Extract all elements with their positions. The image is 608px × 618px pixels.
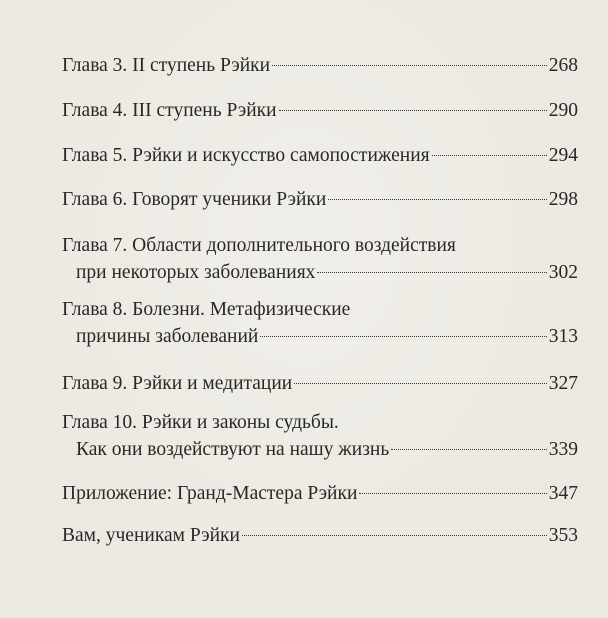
toc-line xyxy=(62,480,578,507)
dot-leader xyxy=(432,155,547,156)
dot-leader xyxy=(317,272,546,273)
toc-entry-chapter-5 xyxy=(62,142,578,169)
toc-line xyxy=(62,436,578,463)
toc-entry-title: Глава 3. II ступень Рэйки xyxy=(62,55,271,76)
toc-entry-title: Глава 9. Рэйки и медитации xyxy=(62,373,293,394)
dot-leader xyxy=(294,383,547,384)
toc-entry-chapter-9 xyxy=(62,370,578,397)
toc-line xyxy=(62,296,578,323)
toc-line xyxy=(62,97,578,124)
dot-leader xyxy=(242,535,547,536)
toc-entry-title: Глава 10. Рэйки и законы судьбы. xyxy=(62,412,339,433)
toc-entry-title: Глава 7. Области дополнительного воздействия xyxy=(62,235,456,256)
toc-entry-title: Глава 4. III ступень Рэйки xyxy=(62,100,277,121)
toc-entry-title-continued: причины заболеваний xyxy=(76,326,259,347)
dot-leader xyxy=(279,110,547,111)
toc-entry-title: Глава 5. Рэйки и искусство самопостижения xyxy=(62,145,430,166)
toc-line xyxy=(62,409,578,436)
toc-page-number: 298 xyxy=(548,189,578,210)
toc-line xyxy=(62,323,578,350)
toc-page-number: 353 xyxy=(548,525,578,546)
toc-entry-chapter-8 xyxy=(62,296,578,350)
toc-entry-title: Глава 8. Болезни. Метафизические xyxy=(62,299,351,320)
toc-entry-chapter-7 xyxy=(62,232,578,286)
toc-page-number: 294 xyxy=(548,145,578,166)
dot-leader xyxy=(359,493,546,494)
toc-line xyxy=(62,52,578,79)
toc-entry-appendix xyxy=(62,480,578,507)
toc-entry-chapter-4 xyxy=(62,97,578,124)
dot-leader xyxy=(272,65,547,66)
toc-page-number: 290 xyxy=(548,100,578,121)
toc-page-number: 347 xyxy=(548,483,578,504)
toc-entry-chapter-3 xyxy=(62,52,578,79)
toc-page-number: 302 xyxy=(548,262,578,283)
toc-entry-title: Вам, ученикам Рэйки xyxy=(62,525,240,546)
dot-leader xyxy=(260,336,546,337)
toc-line xyxy=(62,232,578,259)
toc-page-number: 339 xyxy=(548,439,578,460)
toc-entry-title-continued: Как они воздействуют на нашу жизнь xyxy=(76,439,390,460)
toc-entry-title: Глава 6. Говорят ученики Рэйки xyxy=(62,189,327,210)
toc-line xyxy=(62,186,578,213)
dot-leader xyxy=(391,449,547,450)
toc-line xyxy=(62,142,578,169)
toc-page-number: 268 xyxy=(548,55,578,76)
toc-page-number: 327 xyxy=(548,373,578,394)
toc-entry-chapter-10 xyxy=(62,409,578,463)
toc-page-number: 313 xyxy=(548,326,578,347)
toc-entry-title: Приложение: Гранд-Мастера Рэйки xyxy=(62,483,358,504)
toc-line xyxy=(62,522,578,549)
toc-line xyxy=(62,259,578,286)
toc-entry-title-continued: при некоторых заболеваниях xyxy=(76,262,316,283)
toc-entry-chapter-6 xyxy=(62,186,578,213)
toc-entry-students xyxy=(62,522,578,549)
dot-leader xyxy=(328,199,546,200)
toc-line xyxy=(62,370,578,397)
